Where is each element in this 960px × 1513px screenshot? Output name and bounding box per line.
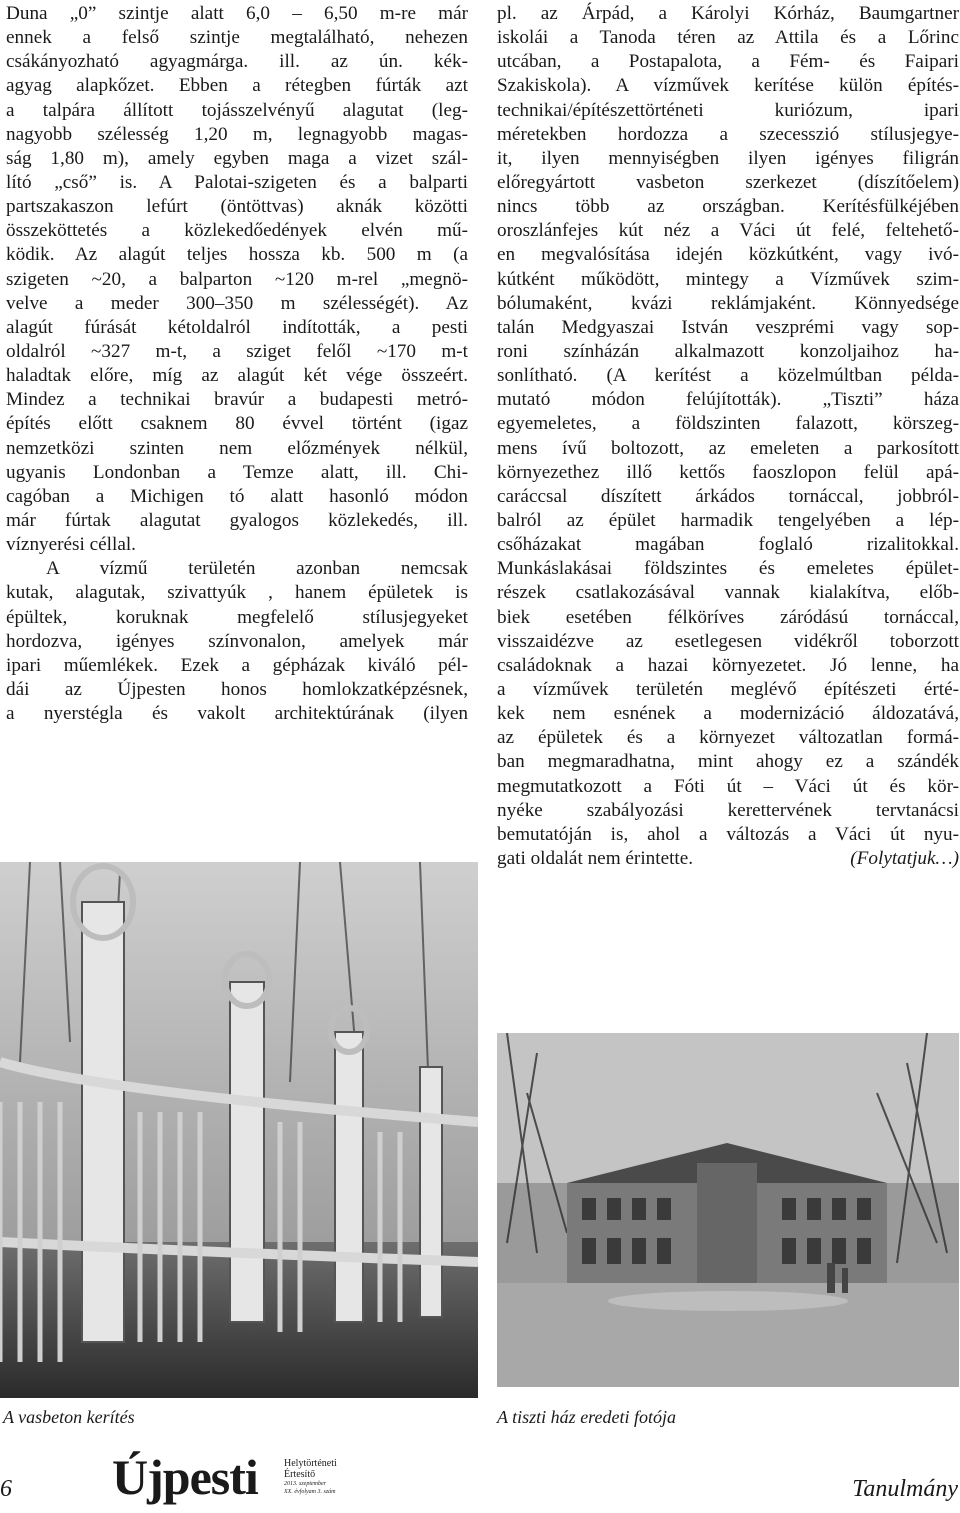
text-line: it, ilyen mennyiségben ilyen igényes filigrán	[497, 147, 959, 169]
text-line: Munkáslakásai földszintes és emeletes épület-	[497, 558, 959, 580]
text-line: nyéke szabályozási kerettervének tervtanácsi	[497, 799, 959, 821]
text-line: kek nem esnének a modernizáció áldozatává,	[497, 703, 959, 725]
text-line: biek esetében félköríves záródású tornáccal,	[497, 606, 959, 628]
text-line: visszaidézve az esetlegesen vidékről toborzott	[497, 630, 959, 652]
text-line: ság 1,80 m), amely egyben maga a vizet szál-	[6, 147, 468, 169]
text-line: nincs több az országban. Kerítésfülkéjében	[497, 196, 959, 218]
final-line	[497, 847, 959, 871]
text-line: lító „cső” is. A Palotai-szigeten és a balparti	[6, 171, 468, 193]
text-line: az épületek és a környezet változatlan formá-	[497, 727, 959, 749]
text-line: cagóban a Michigen tó alatt hasonló módon	[6, 485, 468, 507]
text-line: hordozva, igényes színvonalon, amelyek már	[6, 630, 468, 652]
text-line: csákányozható agyagmárga. ill. az ún. kék-	[6, 51, 468, 73]
text-line: dái az Újpesten honos homlokzatképzésnek,	[6, 678, 468, 700]
left-text-column	[6, 2, 468, 726]
final-line-text: gati oldalát nem érintette.	[497, 847, 694, 869]
text-line: mens ívű boltozott, az emeleten a parkosított	[497, 437, 959, 459]
journal-logo-subtitle	[284, 1458, 337, 1496]
paragraph-1	[6, 2, 468, 557]
text-line: épültek, koruknak megfelelő stílusjegyeket	[6, 606, 468, 628]
text-line: családoknak a hazai környezetet. Jó lenne, ha	[497, 654, 959, 676]
text-line: előregyártott vasbeton szerkezet (díszítőelem)	[497, 171, 959, 193]
text-line: velve a meder 300–350 m szélességét). Az	[6, 292, 468, 314]
fence-photo-image	[0, 862, 478, 1398]
text-line: Mindez a technikai bravúr a budapesti metró-	[6, 389, 468, 411]
paragraph-3	[497, 2, 959, 847]
journal-logo-title: Újpesti	[112, 1449, 258, 1505]
right-text-column	[497, 2, 959, 871]
house-photo-caption: A tiszti ház eredeti fotója	[497, 1407, 676, 1427]
text-line: környezethez illő kettős faoszlopon felül apá-	[497, 461, 959, 483]
text-line: oldalról ~327 m-t, a sziget felől ~170 m-t	[6, 340, 468, 362]
page-footer	[0, 1440, 960, 1513]
text-line: szigeten ~20, a balparton ~120 m-rel „megnö-	[6, 268, 468, 290]
text-line: a nyerstégla és vakolt architektúrának (ilyen	[6, 703, 468, 725]
text-line: sonlítható. (A kerítést a közelmúltban példa-	[497, 365, 959, 387]
paragraph-2	[6, 557, 468, 726]
text-line: utcában, a Postapalota, a Fém- és Faipari	[497, 51, 959, 73]
text-line: csőházakat magában foglaló rizalitokkal.	[497, 534, 959, 556]
text-line: ködik. Az alagút teljes hossza kb. 500 m (a	[6, 244, 468, 266]
text-line: A vízmű területén azonban nemcsak	[46, 558, 468, 580]
text-line: építés előtt csaknem 80 évvel történt (igaz	[6, 413, 468, 435]
text-line: Szakiskola). A vízművek kerítése külön építés-	[497, 75, 959, 97]
logo-line-2: Értesítő	[284, 1469, 316, 1480]
text-line: már fúrtak alagutat gyalogos közlekedés, ill.	[6, 509, 468, 531]
text-line: részek csatlakozásával vannak kialakítva, előb-	[497, 582, 959, 604]
text-line: alagút fúrását kétoldalról indították, a pesti	[6, 316, 468, 338]
fence-photo-caption: A vasbeton kerítés	[3, 1407, 135, 1427]
text-line: kutak, alagutak, szivattyúk , hanem épületek is	[6, 582, 468, 604]
text-line: ban megmaradhatna, mint ahogy ez a szándék	[497, 751, 959, 773]
text-line: oroszlánfejes kút néz a Váci út felé, feltehető-	[497, 220, 959, 242]
text-line: méretekben hordozza a szecesszió stílusjegye-	[497, 123, 959, 145]
text-line: Duna „0” szintje alatt 6,0 – 6,50 m-re már	[6, 3, 468, 24]
text-line: iskolái a Tanoda téren az Attila és a Lőrinc	[497, 27, 959, 49]
text-line: nagyobb szélesség 1,20 m, legnagyobb magas-	[6, 123, 468, 145]
text-line: haladtak előre, míg az alagút két vége összeért.	[6, 365, 468, 387]
text-line: balról az épület harmadik tengelyében a lép-	[497, 509, 959, 531]
continuation-note: (Folytatjuk…)	[850, 847, 959, 869]
section-label: Tanulmány	[852, 1476, 958, 1502]
text-line: partszakaszon lefúrt (öntöttvas) aknák közötti	[6, 196, 468, 218]
house-photo-image	[497, 1033, 959, 1387]
text-line: egyemeletes, a földszinten falazott, körszeg-	[497, 413, 959, 435]
text-line: a vízművek területén meglévő építészeti érté-	[497, 678, 959, 700]
page-number: 6	[0, 1476, 12, 1502]
text-line: ugyanis Londonban a Temze alatt, ill. Chi-	[6, 461, 468, 483]
text-line: technikai/építészettörténeti kuriózum, ipari	[497, 99, 959, 121]
text-line: megmutatkozott a Fóti út – Váci út és kör-	[497, 775, 959, 797]
text-line: roni színházán alkalmazott konzoljaihoz ha-	[497, 340, 959, 362]
text-line: bólumaként, kvázi reklámjaként. Könnyedsége	[497, 292, 959, 314]
text-line: kútként működött, mintegy a Vízművek szim-	[497, 268, 959, 290]
text-line: bemutatóján is, ahol a változás a Váci út nyu-	[497, 823, 959, 845]
text-line: ennek a felső szintje megtalálható, nehezen	[6, 27, 468, 49]
text-line: víznyerési céllal.	[6, 534, 136, 556]
text-line: pl. az Árpád, a Károlyi Kórház, Baumgartner	[497, 3, 959, 24]
logo-date: 2013. szeptember	[284, 1481, 326, 1487]
logo-volume: XX. évfolyam 3. szám	[284, 1489, 336, 1495]
text-line: talán Medgyaszai István veszprémi vagy sop-	[497, 316, 959, 338]
text-line: agyag alapkőzet. Ebben a rétegben fúrták azt	[6, 75, 468, 97]
text-line: összeköttetés a közlekedőedények elvén mű-	[6, 220, 468, 242]
text-line: en megvalósítása idején közkútként, vagy ivó-	[497, 244, 959, 266]
logo-line-1: Helytörténeti	[284, 1458, 337, 1469]
text-line: ipari műemlékek. Ezek a gépházak kiváló pél-	[6, 654, 468, 676]
text-line: nemzetközi szinten nem előzmények nélkül,	[6, 437, 468, 459]
house-photo	[497, 1033, 959, 1387]
fence-photo	[0, 862, 478, 1398]
text-line: a talpára állított tojásszelvényű alagutat (leg-	[6, 99, 468, 121]
text-line: caráccsal díszített árkádos tornáccal, jobbról-	[497, 485, 959, 507]
text-line: mutató módon felújították). „Tiszti” háza	[497, 389, 959, 411]
